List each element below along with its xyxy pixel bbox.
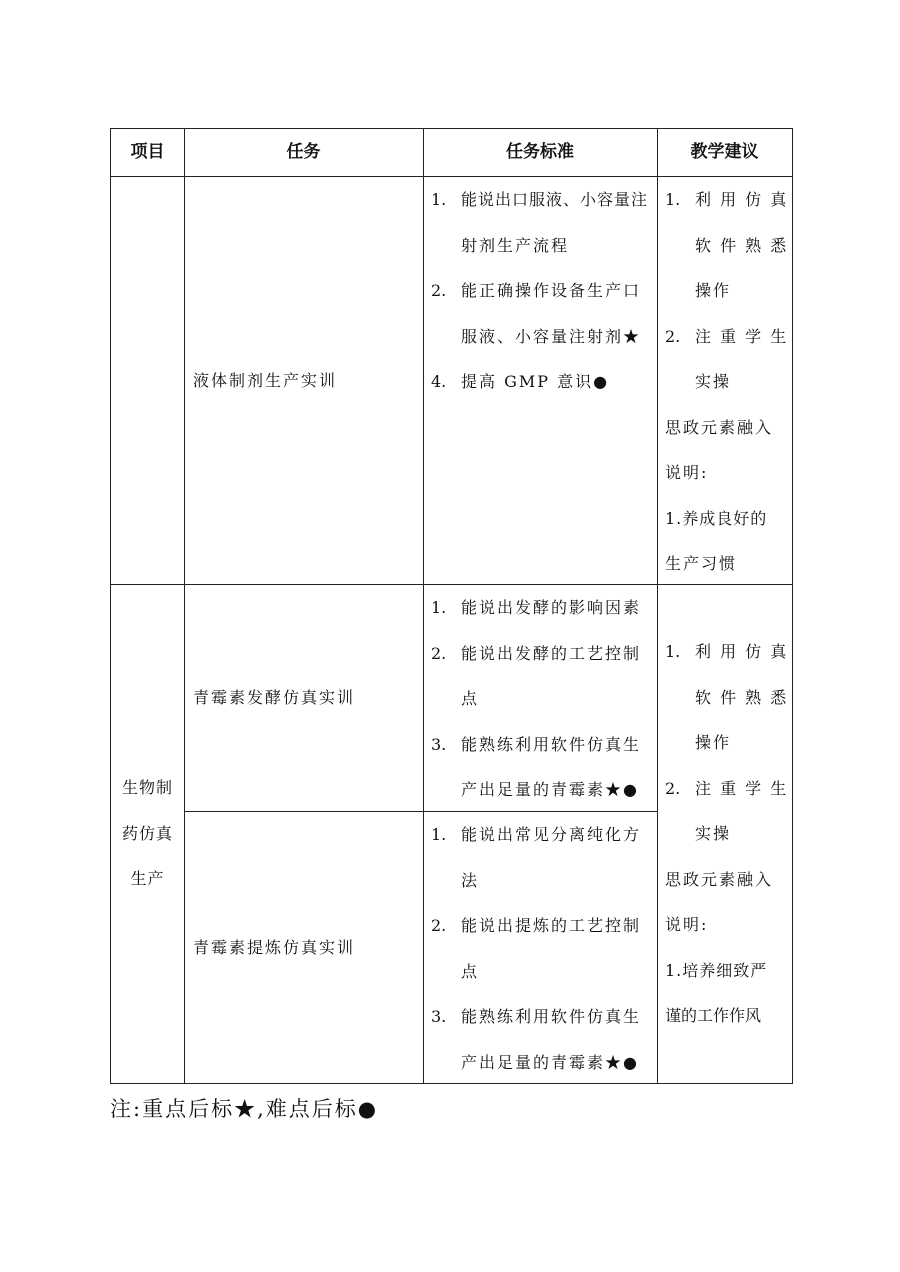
standard-cell-1 <box>431 177 655 405</box>
list-item: 1. 利 用 仿 真 软 件 熟 悉 操作 <box>665 190 789 300</box>
header-task: 任务 <box>286 142 321 162</box>
curriculum-table <box>110 128 793 1084</box>
task-cell-2 <box>193 585 421 811</box>
header-standard: 任务标准 <box>506 142 574 162</box>
suggestion-cell-2 <box>665 629 791 1039</box>
ideology-title: 说明: <box>665 915 709 934</box>
ideology-line: 生产习惯 <box>665 554 738 573</box>
ideology-title: 思政元素融入 <box>665 417 774 437</box>
ideology-title: 思政元素融入 <box>665 869 774 889</box>
header-suggestion: 教学建议 <box>690 142 759 162</box>
list-item: 2. 注 重 学 生 实操 <box>665 778 789 843</box>
ideology-line: 谨的工作作风 <box>665 1006 762 1025</box>
list-item: 2. 能说出提炼的工艺控制 点 <box>431 916 642 981</box>
standard-cell-3 <box>431 812 655 1085</box>
list-item: 2. 能说出发酵的工艺控制 点 <box>431 643 642 708</box>
task-name: 青霉素提炼仿真实训 <box>193 937 356 957</box>
list-item: 3. 能熟练利用软件仿真生 产出足量的青霉素★● <box>431 734 642 799</box>
list-item: 1. 能说出口服液、小容量注 射剂生产流程 <box>431 190 649 255</box>
list-item: 4. 提高 GMP 意识● <box>431 372 610 391</box>
project-cell: 生物制 药仿真 生产 <box>121 778 173 888</box>
task-cell-3 <box>193 812 421 1083</box>
task-name: 液体制剂生产实训 <box>193 370 338 390</box>
list-item: 2. 注 重 学 生 实操 <box>665 326 789 391</box>
ideology-line: 1.养成良好的 <box>665 508 768 528</box>
col-divider-1 <box>184 129 185 1083</box>
list-item: 1. 能说出常见分离纯化方 法 <box>431 825 642 890</box>
task-name: 青霉素发酵仿真实训 <box>193 688 356 708</box>
row-divider-1-project <box>111 584 184 585</box>
col-divider-2 <box>423 129 424 1083</box>
header-project: 项目 <box>130 142 165 162</box>
list-item: 2. 能正确操作设备生产口 服液、小容量注射剂★ <box>431 281 642 346</box>
ideology-line: 1.培养细致严 <box>665 960 768 980</box>
col-divider-3 <box>657 129 658 1083</box>
task-cell-1 <box>193 177 421 584</box>
list-item: 1. 能说出发酵的影响因素 <box>431 598 642 617</box>
suggestion-cell-1 <box>665 177 791 587</box>
list-item: 1. 利 用 仿 真 软 件 熟 悉 操作 <box>665 642 789 752</box>
standard-cell-2 <box>431 585 655 813</box>
footnote: 注:重点后标★,难点后标● <box>110 1097 379 1121</box>
ideology-title: 说明: <box>665 463 709 482</box>
list-item: 3. 能熟练利用软件仿真生 产出足量的青霉素★● <box>431 1007 642 1072</box>
